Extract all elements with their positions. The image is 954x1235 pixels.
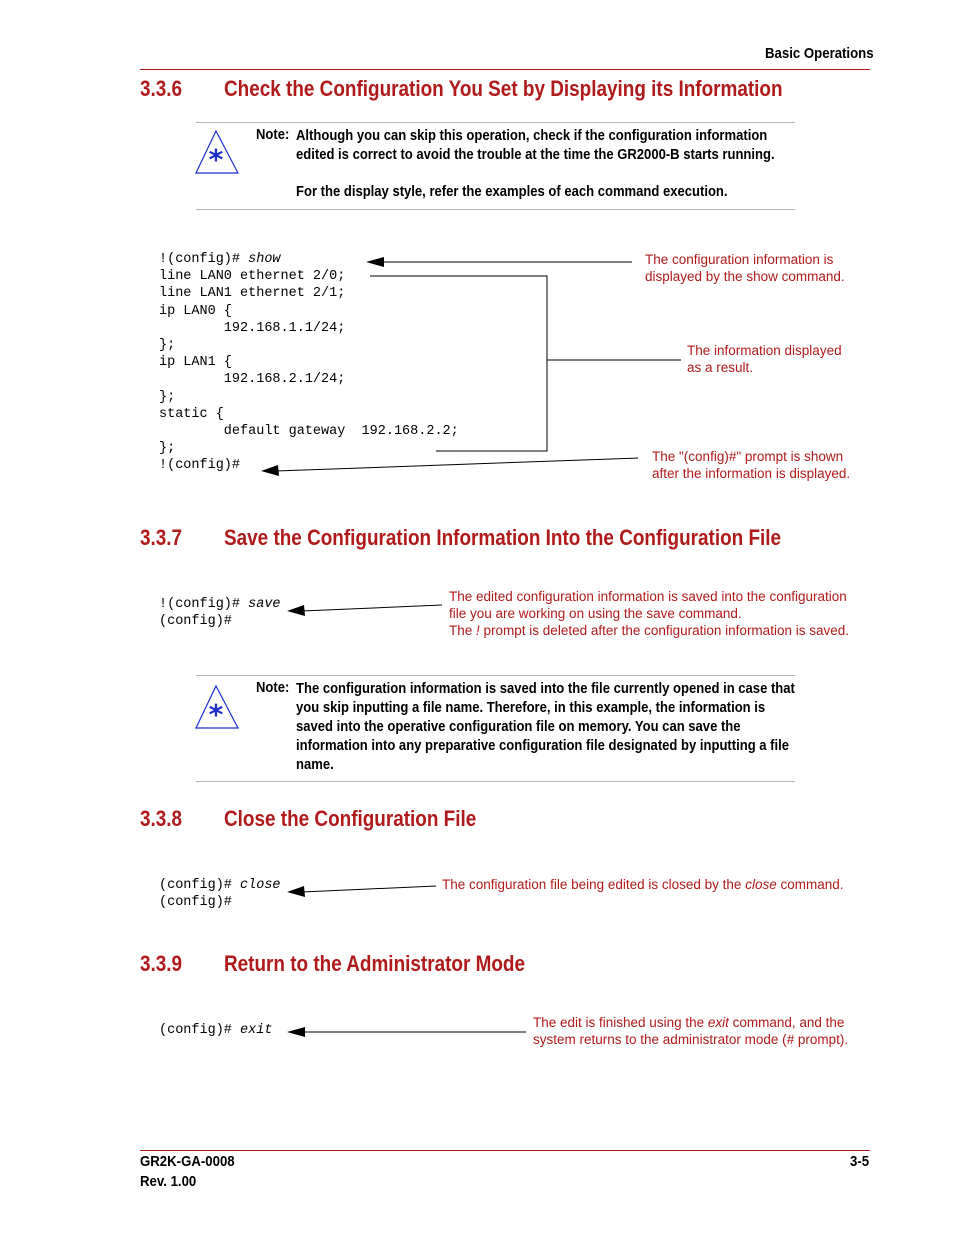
code-line: ip LAN0 { bbox=[159, 303, 232, 319]
code-prompt: (config)# bbox=[159, 1023, 241, 1038]
code-line: line LAN0 ethernet 2/0; bbox=[159, 269, 346, 285]
annotation-line: displayed by the show command. bbox=[645, 269, 845, 284]
section-number: 3.3.9 bbox=[140, 951, 183, 976]
code-line: 192.168.2.1/24; bbox=[159, 372, 346, 388]
code-prompt: !(config)# bbox=[159, 597, 249, 612]
annotation-line: The edited configuration information is saved into the configuration bbox=[449, 589, 847, 604]
footer-left bbox=[140, 1152, 235, 1192]
note-line: name. bbox=[296, 757, 334, 773]
annotation-text: prompt). bbox=[794, 1032, 849, 1047]
code-command: close bbox=[240, 878, 281, 893]
code-line: !(config)# bbox=[159, 458, 241, 474]
note-line: For the display style, refer the examples of each command execution. bbox=[296, 184, 728, 200]
section-number: 3.3.7 bbox=[140, 525, 183, 550]
annotation-emphasis: exit bbox=[707, 1015, 729, 1030]
annotation-text: The bbox=[449, 623, 477, 638]
code-line: 192.168.1.1/24; bbox=[159, 320, 346, 336]
arrowhead bbox=[366, 257, 384, 267]
note-line: you skip inputting a file name. Therefore, in this example, the information is bbox=[296, 700, 766, 716]
callout-line-close bbox=[302, 886, 436, 892]
page-number: 3-5 bbox=[850, 1153, 870, 1170]
svg-text:*: * bbox=[208, 698, 224, 730]
note-label: Note: bbox=[256, 680, 290, 696]
note-line: information into any preparative configuration file designated by inputting a file bbox=[296, 738, 790, 754]
code-command: save bbox=[248, 597, 281, 612]
note-label: Note: bbox=[256, 127, 290, 143]
running-title: Basic Operations bbox=[765, 45, 874, 62]
note-line: The configuration information is saved into the file currently opened in case that bbox=[296, 681, 795, 697]
code-line: (config)# bbox=[159, 895, 232, 911]
callout-line-save bbox=[302, 605, 442, 611]
code-prompt: !(config)# bbox=[159, 252, 249, 267]
section-title: Save the Configuration Information Into the Configuration File bbox=[224, 525, 782, 550]
annotation-emphasis: # bbox=[786, 1032, 795, 1047]
code-command: exit bbox=[240, 1023, 273, 1038]
annotation-line: The configuration information is bbox=[645, 252, 834, 267]
svg-text:*: * bbox=[208, 143, 224, 175]
annotation-line: The "(config)#" prompt is shown bbox=[652, 449, 844, 464]
note-line: Although you can skip this operation, check if the configuration information bbox=[296, 128, 768, 144]
annotation-emphasis: ! bbox=[476, 623, 480, 638]
code-line: static { bbox=[159, 406, 224, 422]
code-line: }; bbox=[159, 338, 176, 354]
section-title: Check the Configuration You Set by Displaying its Information bbox=[224, 76, 783, 101]
arrowhead bbox=[261, 465, 279, 476]
arrowhead bbox=[287, 605, 305, 616]
section-title: Return to the Administrator Mode bbox=[224, 951, 525, 976]
code-line: }; bbox=[159, 389, 176, 405]
annotation-text: prompt is deleted after the configuration information is saved. bbox=[479, 623, 849, 638]
code-line: default gateway 192.168.2.2; bbox=[159, 424, 459, 440]
code-line: ip LAN1 { bbox=[159, 355, 232, 371]
doc-id: GR2K-GA-0008 bbox=[140, 1153, 235, 1170]
code-command: show bbox=[248, 252, 281, 267]
annotation-line: file you are working on using the save command. bbox=[449, 606, 742, 621]
annotation-line: as a result. bbox=[687, 360, 754, 375]
section-number: 3.3.8 bbox=[140, 806, 183, 831]
annotation-text: system returns to the administrator mode ( bbox=[533, 1032, 787, 1047]
annotation-text: The configuration file being edited is closed by the bbox=[442, 877, 746, 892]
arrowhead bbox=[287, 1027, 305, 1037]
annotation-line: The information displayed bbox=[687, 343, 842, 358]
footer-rule bbox=[140, 1150, 870, 1151]
code-line: (config)# bbox=[159, 614, 232, 630]
code-line: line LAN1 ethernet 2/1; bbox=[159, 286, 346, 302]
note-line: edited is correct to avoid the trouble at the time the GR2000-B starts running. bbox=[296, 147, 775, 163]
callout-bracket-result bbox=[370, 276, 547, 451]
arrowhead bbox=[287, 886, 305, 897]
annotation-text: command, and the bbox=[728, 1015, 845, 1030]
annotation-emphasis: close bbox=[745, 877, 777, 892]
code-prompt: (config)# bbox=[159, 878, 241, 893]
annotation-line: after the information is displayed. bbox=[652, 466, 851, 481]
note-line: saved into the operative configuration file on memory. You can save the bbox=[296, 719, 741, 735]
revision: Rev. 1.00 bbox=[140, 1173, 197, 1190]
section-number: 3.3.6 bbox=[140, 76, 183, 101]
annotation-text: command. bbox=[776, 877, 844, 892]
callout-line-prompt bbox=[276, 458, 638, 471]
annotation-text: The edit is finished using the bbox=[533, 1015, 708, 1030]
section-title: Close the Configuration File bbox=[224, 806, 477, 831]
code-line: }; bbox=[159, 441, 176, 457]
